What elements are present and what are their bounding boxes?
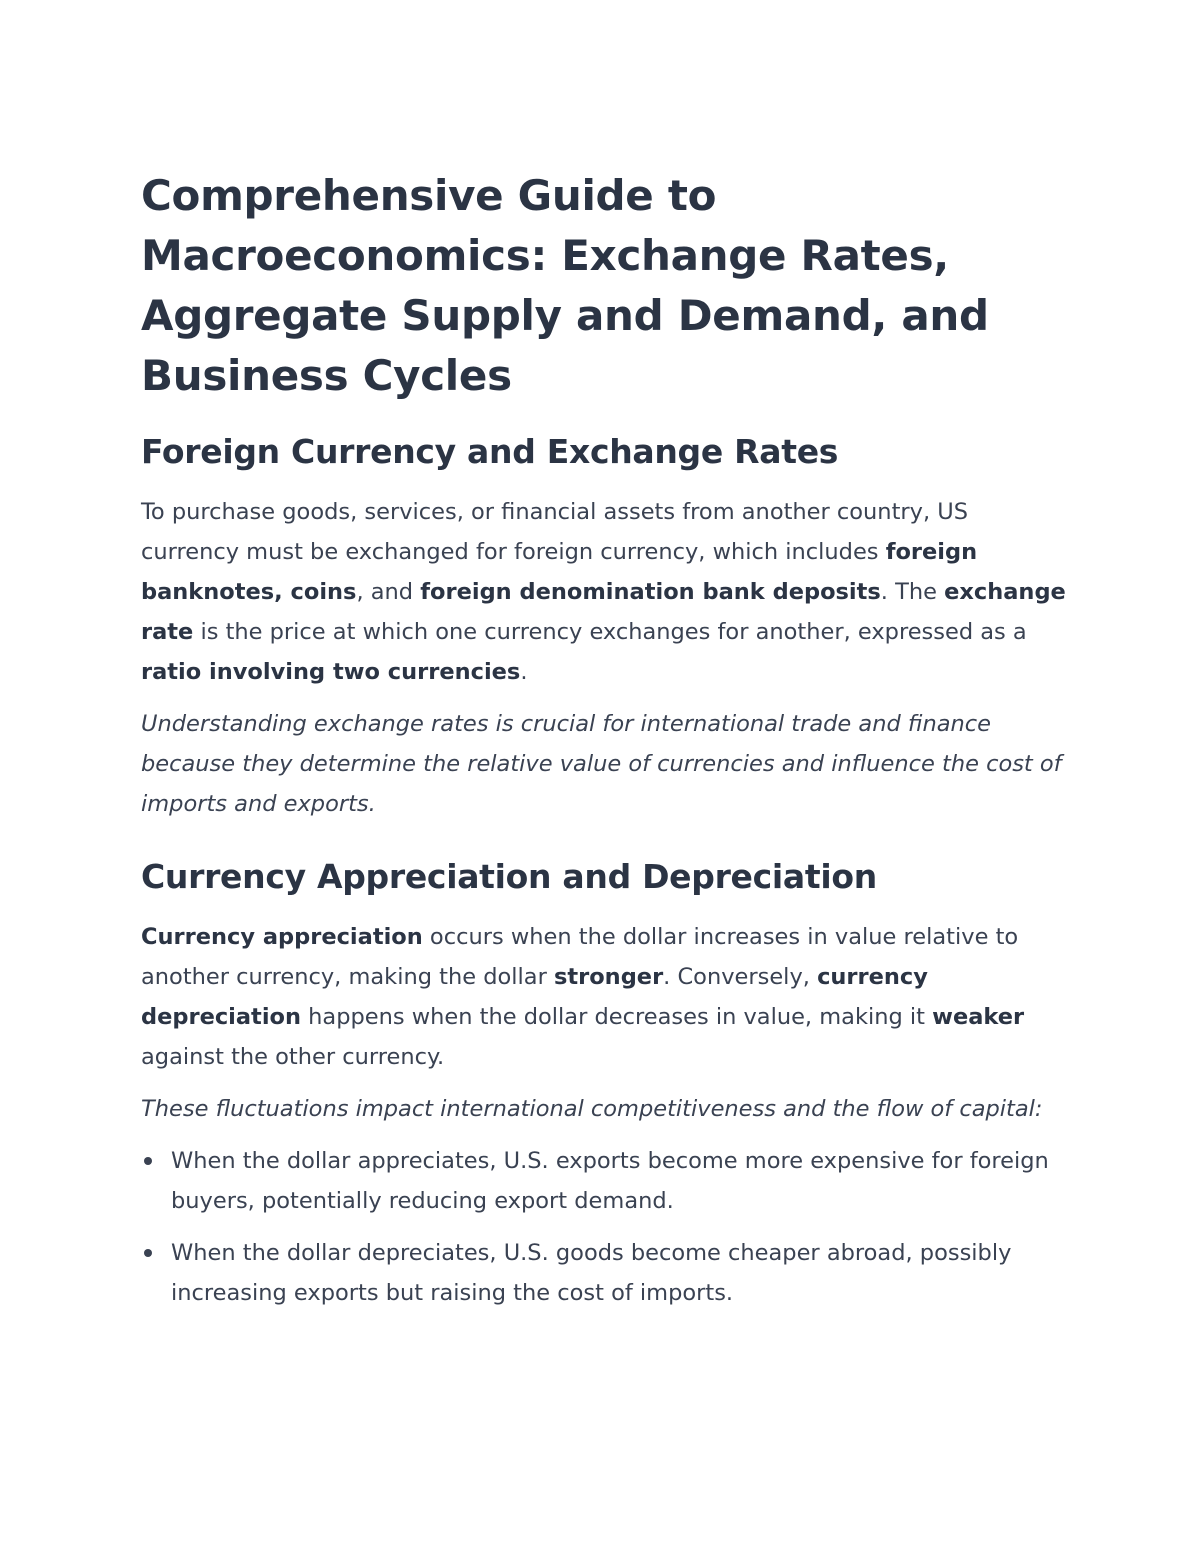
text-run: . The xyxy=(880,579,945,605)
text-run: , and xyxy=(356,579,421,605)
bold-term-weaker: weaker xyxy=(932,1004,1025,1030)
bullet-list xyxy=(141,1141,1066,1313)
text-run: against the other currency. xyxy=(141,1044,445,1070)
text-run: . Conversely, xyxy=(663,964,818,990)
bold-term-foreign-banknotes: foreign banknotes, coins xyxy=(141,539,978,605)
section-heading-foreign-currency: Foreign Currency and Exchange Rates xyxy=(141,432,839,471)
bold-term-currency-appreciation: Currency appreciation xyxy=(141,924,423,950)
document-title: Comprehensive Guide to Macroeconomics: Exchange Rates, Aggregate Supply and Demand, and Business Cycles xyxy=(141,171,989,400)
text-run: occurs when the dollar increases in value relative to another currency, making the dollar xyxy=(141,924,1019,990)
paragraph-exchange-rates xyxy=(141,492,1066,692)
bold-term-ratio: ratio involving two currencies xyxy=(141,659,521,685)
bullet-dot-icon xyxy=(144,1249,152,1257)
text-run: happens when the dollar decreases in value, making it xyxy=(301,1004,933,1030)
section-heading-appreciation: Currency Appreciation and Depreciation xyxy=(141,857,877,896)
bold-term-stronger: stronger xyxy=(553,964,664,990)
document-content xyxy=(141,166,1066,1325)
list-item xyxy=(141,1233,1066,1313)
italic-note-fluctuations: These fluctuations impact international competitiveness and the flow of capital: xyxy=(141,1096,1043,1122)
paragraph-appreciation xyxy=(141,917,1066,1077)
bold-term-exchange-rate: exchange rate xyxy=(141,579,1066,645)
bold-term-currency-depreciation: currency depreciation xyxy=(141,964,928,1030)
text-run: To purchase goods, services, or financial assets from another country, US currency must be exchanged for foreign currency, which includes xyxy=(141,499,969,565)
text-run: is the price at which one currency exchanges for another, expressed as a xyxy=(193,619,1027,645)
bold-term-foreign-deposits: foreign denomination bank deposits xyxy=(420,579,881,605)
list-item-text: When the dollar appreciates, U.S. exports become more expensive for foreign buyers, potentially reducing export demand. xyxy=(171,1148,1049,1214)
list-item-text: When the dollar depreciates, U.S. goods become cheaper abroad, possibly increasing exports but raising the cost of imports. xyxy=(171,1240,1012,1306)
italic-note-exchange-rates: Understanding exchange rates is crucial for international trade and finance because they determine the relative value of currencies and influence the cost of imports and exports. xyxy=(141,711,1062,817)
list-item xyxy=(141,1141,1066,1221)
text-run: . xyxy=(520,659,528,685)
bullet-dot-icon xyxy=(144,1157,152,1165)
